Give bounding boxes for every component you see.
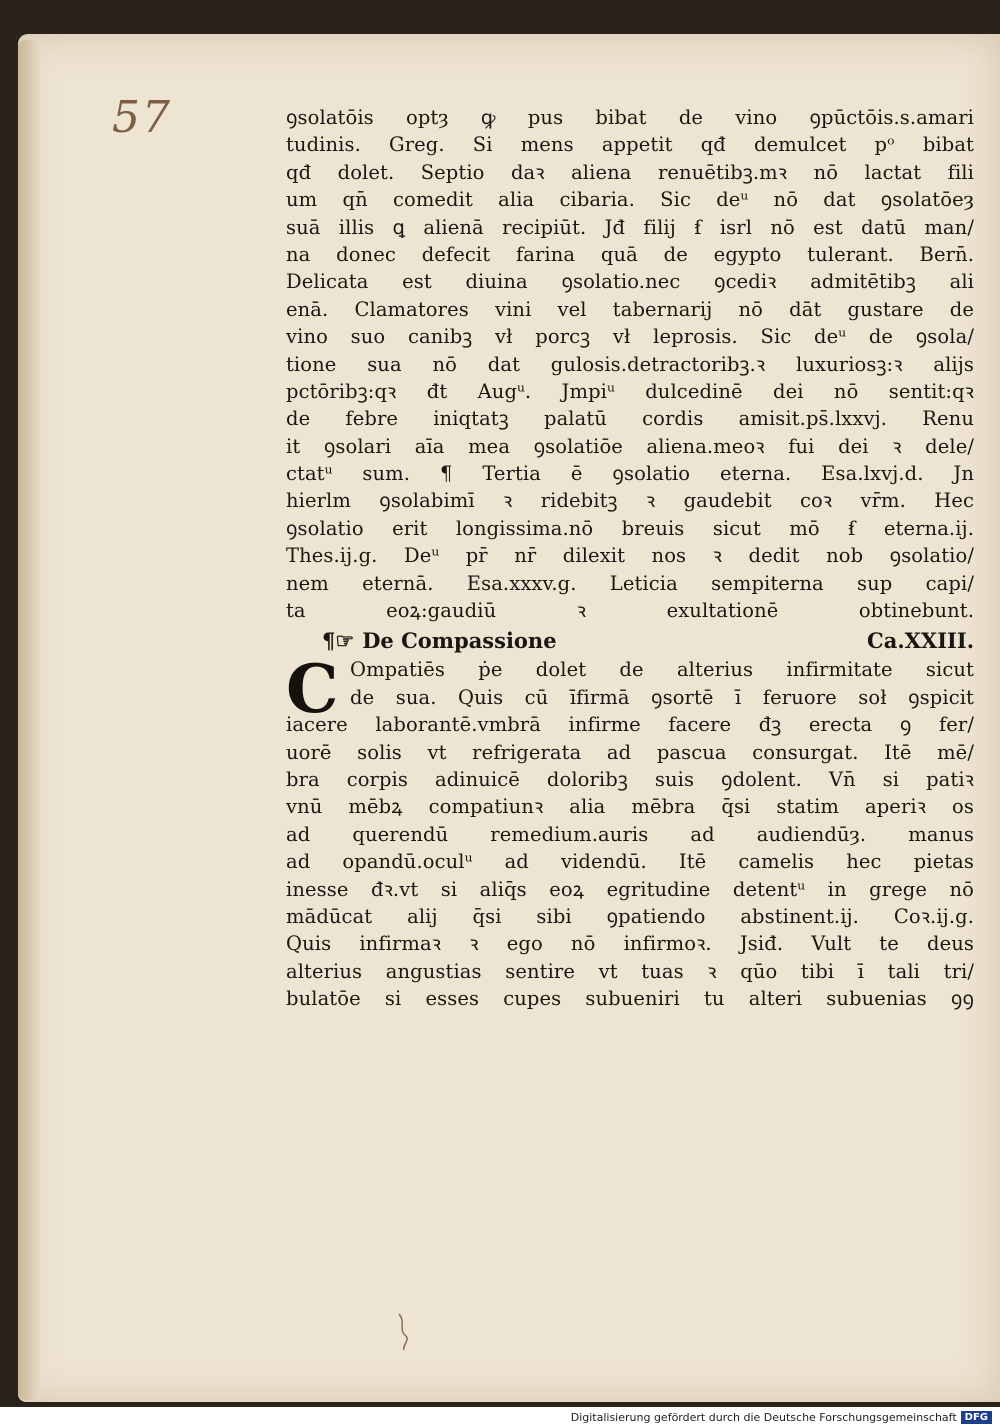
text-line: Thes.ij.g. Deᵘ pr̄ nr̄ dilexit nos ꝛ dedit nob ꝯsolatio/ — [286, 544, 974, 568]
text-line: pctōribꝫ:qꝛ đt Augᵘ. Jmpiᵘ dulcedinē dei nō sentit:qꝛ — [286, 379, 974, 403]
text-line: Ompatiēs ṗe dolet de alterius infirmitate sicut — [350, 658, 974, 682]
drop-initial: C — [286, 650, 339, 729]
text-line: vino suo canibꝫ vł porcꝫ vł leprosis. Sic deᵘ de ꝯsola/ — [286, 325, 974, 349]
text-line: Quis infirmaꝛ ꝛ ego nō infirmoꝛ. Jsiđ. Vult te deus — [286, 932, 974, 956]
text-line: tione sua nō dat gulosis.detractoribꝫ.ꝛ luxuriosꝫ:ꝛ alijs — [286, 352, 974, 376]
chapter-body — [286, 650, 974, 1012]
text-line: ꝯsolatōis optȝ ꝙ pus bibat de vino ꝯpūctōis.s.amari — [286, 106, 974, 129]
chapter-number: Ca.XXIII. — [867, 628, 974, 654]
text-line: na donec defecit farina quā de egypto tulerant. Bern̄. — [286, 242, 974, 266]
text-line: iacere laborantē.vmbrā infirme facere đꝫ erecta ꝯ fer/ — [286, 713, 974, 737]
text-block — [286, 104, 974, 1013]
text-line: Delicata est diuina ꝯsolatio.nec ꝯcediꝛ admitētibꝫ ali — [286, 270, 974, 294]
text-line: nem eternā. Esa.xxxv.g. Leticia sempiterna sup capi/ — [286, 571, 974, 595]
text-line: mādūcat alij q̄si sibi ꝯpatiendo abstinent.ij. Coꝛ.ij.g. — [286, 904, 974, 928]
pencil-mark — [396, 1312, 412, 1352]
text-line: inesse đꝛ.vt si aliq̄s eoꝝ egritudine detentᵘ in grege nō — [286, 877, 974, 901]
main-text — [286, 104, 974, 624]
text-line: de sua. Quis cū īfirmā ꝯsortē ī feruore soł ꝯspicit — [350, 685, 974, 709]
text-line: enā. Clamatores vini vel tabernarij nō dāt gustare de — [286, 297, 974, 321]
text-line: ad querendū remedium.auris ad audiendūȝ. manus — [286, 822, 974, 846]
dfg-logo: DFG — [961, 1411, 992, 1424]
pilcrow-hand-icon: ¶☞ — [322, 628, 355, 654]
chapter-heading — [286, 626, 974, 656]
text-line: ꝯsolatio erit longissima.nō breuis sicut mō ẜ eterna.ij. — [286, 516, 974, 540]
footer-bar — [0, 1407, 1000, 1427]
text-line: suā illis ꝗ alienā recipiūt. Jđ filij ẜ isrl nō est datū man/ — [286, 215, 974, 239]
text-line: bulatōe si esses cupes subueniri tu alteri subuenias ꝯꝯ — [286, 987, 974, 1011]
text-line: ta eoꝝ:gaudiū ꝛ exultationē obtinebunt. — [286, 599, 974, 623]
text-line: ctatᵘ sum. ¶ Tertia ē ꝯsolatio eterna. Esa.lxvj.d. Jn — [286, 462, 974, 486]
text-line: uorē solis vt refrigerata ad pascua consurgat. Itē mē/ — [286, 740, 974, 764]
page-gutter — [18, 40, 40, 1400]
text-line: tudinis. Greg. Si mens appetit qđ demulcet pᵒ bibat — [286, 133, 974, 157]
text-line: um qn̄ comedit alia cibaria. Sic deᵘ nō dat ꝯsolatōeȝ — [286, 188, 974, 212]
text-line: qđ dolet. Septio daꝛ aliena renuētibꝫ.mꝛ nō lactat fili — [286, 160, 974, 184]
footer-credit: Digitalisierung gefördert durch die Deutsche Forschungsgemeinschaft — [570, 1410, 957, 1424]
chapter-text — [286, 650, 974, 1012]
text-line: it ꝯsolari aīa mea ꝯsolatiōe aliena.meoꝛ fui dei ꝛ dele/ — [286, 434, 974, 458]
text-line: vnū mēbꝝ compatiunꝛ alia mēbra q̄si statim aperiꝛ os — [286, 795, 974, 819]
text-line: hierlm ꝯsolabimī ꝛ ridebitꝫ ꝛ gaudebit coꝛ vr̄m. Hec — [286, 489, 974, 513]
text-line: alterius angustias sentire vt tuas ꝛ qūo tibi ī tali tri/ — [286, 959, 974, 983]
folio-number: 57 — [112, 92, 172, 143]
text-line: ad opandū.oculᵘ ad videndū. Itē camelis hec pietas — [286, 850, 974, 874]
chapter-title: De Compassione — [362, 628, 557, 654]
text-line: bra corpis adinuicē doloribꝫ suis ꝯdolent. Vn̄ si patiꝛ — [286, 767, 974, 791]
text-line: de febre iniqtatꝫ palatū cordis amisit.ps̄.lxxvj. Renu — [286, 407, 974, 431]
